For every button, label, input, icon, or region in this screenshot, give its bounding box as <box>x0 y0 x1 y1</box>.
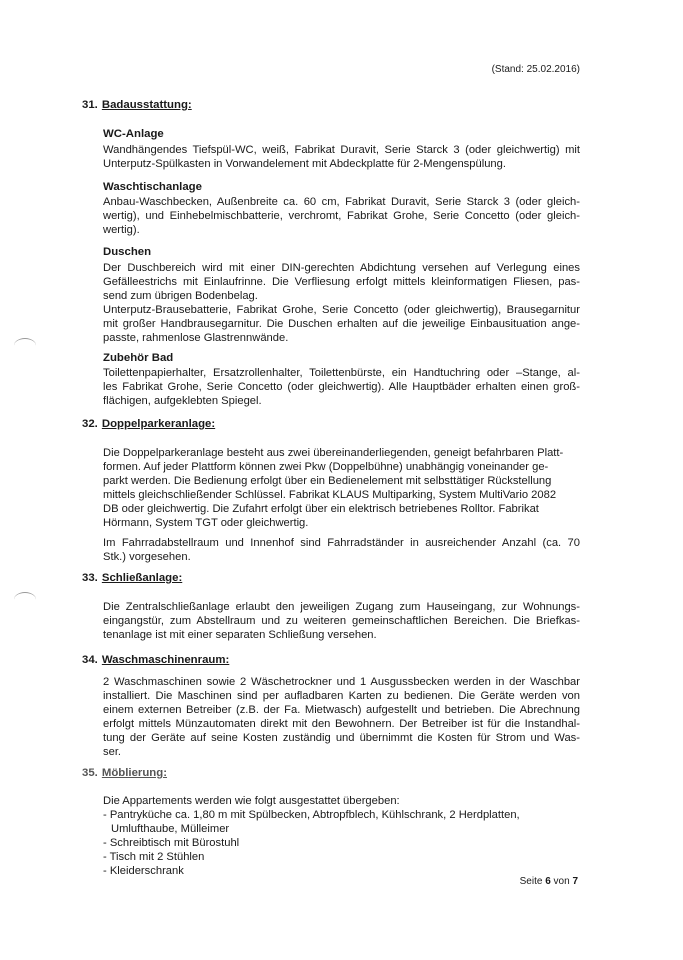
text-line: Im Fahrradabstellraum und Innenhof sind Fahrradständer in ausreichender Anzahl (ca. 70 <box>103 537 580 549</box>
text-line: Toilettenpapierhalter, Ersatzrollenhalter, Toilettenbürste, ein Handtuchring oder –Stange, al- <box>103 367 580 379</box>
list-item-line: - Tisch mit 2 Stühlen <box>103 851 205 863</box>
text-line: eingangstür, zum Abstellraum und zu weiteren gemeinschaftlichen Bereichen. Die Briefkas- <box>103 615 580 627</box>
section-title: Doppelparkeranlage: <box>101 418 216 430</box>
text-line: Die Zentralschließanlage erlaubt den jeweiligen Zugang zum Hauseingang, zur Wohnungs- <box>103 601 580 613</box>
text-line: Unterputz-Brausebatterie, Fabrikat Grohe, Serie Concetto (oder gleichwertig), Brausegarnitur <box>103 304 580 316</box>
section-heading <box>82 654 229 666</box>
section-heading <box>82 767 167 779</box>
text-line: parkt werden. Die Bedienung erfolgt über ein Bedienelement mit selbsttätiger Rückstellung <box>103 475 552 487</box>
text-line: tung der Geräte auf seine Kosten zuständig und übernimmt die Kosten für Strom und Was- <box>103 732 580 744</box>
page-number <box>520 876 578 887</box>
text-line: flächigen, aufgeklebten Spiegel. <box>103 395 262 407</box>
section-title: Waschmaschinenraum: <box>101 654 230 666</box>
text-line: Der Duschbereich wird mit einer DIN-gerechten Abdichtung versehen auf Verlegung eines <box>103 262 580 274</box>
subsection-title: Duschen <box>103 246 152 258</box>
section-number: 35. <box>82 767 98 779</box>
text-line: Anbau-Waschbecken, Außenbreite ca. 60 cm, Fabrikat Duravit, Serie Starck 3 (oder gleich- <box>103 196 580 208</box>
section-heading <box>82 99 192 111</box>
document-date: (Stand: 25.02.2016) <box>491 64 580 75</box>
text-line: Hörmann, System TGT oder gleichwertig. <box>103 517 309 529</box>
text-line: les Fabrikat Grohe, Serie Concetto (oder gleichwertig). Alle Hauptbäder erhalten einen groß- <box>103 381 580 393</box>
text-line: 2 Waschmaschinen sowie 2 Wäschetrockner und 1 Ausgussbecken werden in der Waschbar <box>103 676 580 688</box>
section-number: 32. <box>82 418 98 430</box>
list-item-line: - Pantryküche ca. 1,80 m mit Spülbecken, Abtropfblech, Kühlschrank, 2 Herdplatten, <box>103 809 520 821</box>
text-line: wertig), und Einhebelmischbatterie, verchromt, Fabrikat Grohe, Serie Concetto (oder gleich- <box>103 210 580 222</box>
text-line: Wandhängendes Tiefspül-WC, weiß, Fabrikat Duravit, Serie Starck 3 (oder gleichwertig) mit <box>103 144 580 156</box>
section-heading <box>82 572 182 584</box>
text-line: einem externen Betreiber (z.B. der Fa. Mietwasch) aufgestellt und betrieben. Die Abrechnung <box>103 704 580 716</box>
punch-mark <box>14 592 36 607</box>
text-line: Die Appartements werden wie folgt ausgestattet übergeben: <box>103 795 400 807</box>
text-line: send zum übrigen Bodenbelag. <box>103 290 258 302</box>
current-page: 6 <box>545 876 551 887</box>
subsection-title: Zubehör Bad <box>103 352 174 364</box>
text-line: Unterputz-Spülkasten in Vorwandelement mit Abdeckplatte für 2-Mengenspülung. <box>103 158 506 170</box>
page-of: von <box>553 876 570 887</box>
section-number: 31. <box>82 99 98 111</box>
text-line: tenanlage ist mit einer separaten Schließung versehen. <box>103 629 377 641</box>
text-line: mittels gleichschließender Schlüssel. Fabrikat KLAUS Multiparking, System MultiVario 2082 <box>103 489 557 501</box>
text-line: Stk.) vorgesehen. <box>103 551 191 563</box>
text-line: erfolgt mittels Münzautomaten direkt mit den Bewohnern. Der Betreiber ist für die Instandhal- <box>103 718 580 730</box>
list-item-line: Umlufthaube, Mülleimer <box>111 823 230 835</box>
text-line: DB oder gleichwertig. Die Zufahrt erfolgt über ein elektrisch betriebenes Rolltor. Fabrikat <box>103 503 539 515</box>
text-line: installiert. Die Maschinen sind per aufladbaren Karten zu bedienen. Die Geräte werden von <box>103 690 580 702</box>
subsection-title: Waschtischanlage <box>103 181 202 193</box>
section-number: 33. <box>82 572 98 584</box>
text-line: formen. Auf jeder Plattform können zwei Pkw (Doppelbühne) unabhängig voneinander ge- <box>103 461 549 473</box>
section-title: Badausstattung: <box>101 99 192 111</box>
text-line: Die Doppelparkeranlage besteht aus zwei übereinanderliegenden, geneigt befahrbaren Platt- <box>103 447 564 459</box>
text-line: mit großer Handbrausegarnitur. Die Duschen erhalten auf die jeweilige Einbausituation ange- <box>103 318 580 330</box>
subsection-title: WC-Anlage <box>103 128 164 140</box>
section-title: Möblierung: <box>101 767 168 779</box>
text-line: wertig). <box>103 224 140 236</box>
text-line: Gefälleestrichs mit Einlaufrinne. Die Verfliesung erfolgt mittels kleinformatigen Fliesen, pas- <box>103 276 580 288</box>
text-line: passte, rahmenlose Glastrennwände. <box>103 332 289 344</box>
list-item-line: - Kleiderschrank <box>103 865 184 877</box>
section-title: Schließanlage: <box>101 572 183 584</box>
section-heading <box>82 418 215 430</box>
section-number: 34. <box>82 654 98 666</box>
list-item-line: - Schreibtisch mit Bürostuhl <box>103 837 240 849</box>
text-line: ser. <box>103 746 122 758</box>
total-pages: 7 <box>572 876 578 887</box>
punch-mark <box>14 338 36 353</box>
page-prefix: Seite <box>519 876 543 887</box>
